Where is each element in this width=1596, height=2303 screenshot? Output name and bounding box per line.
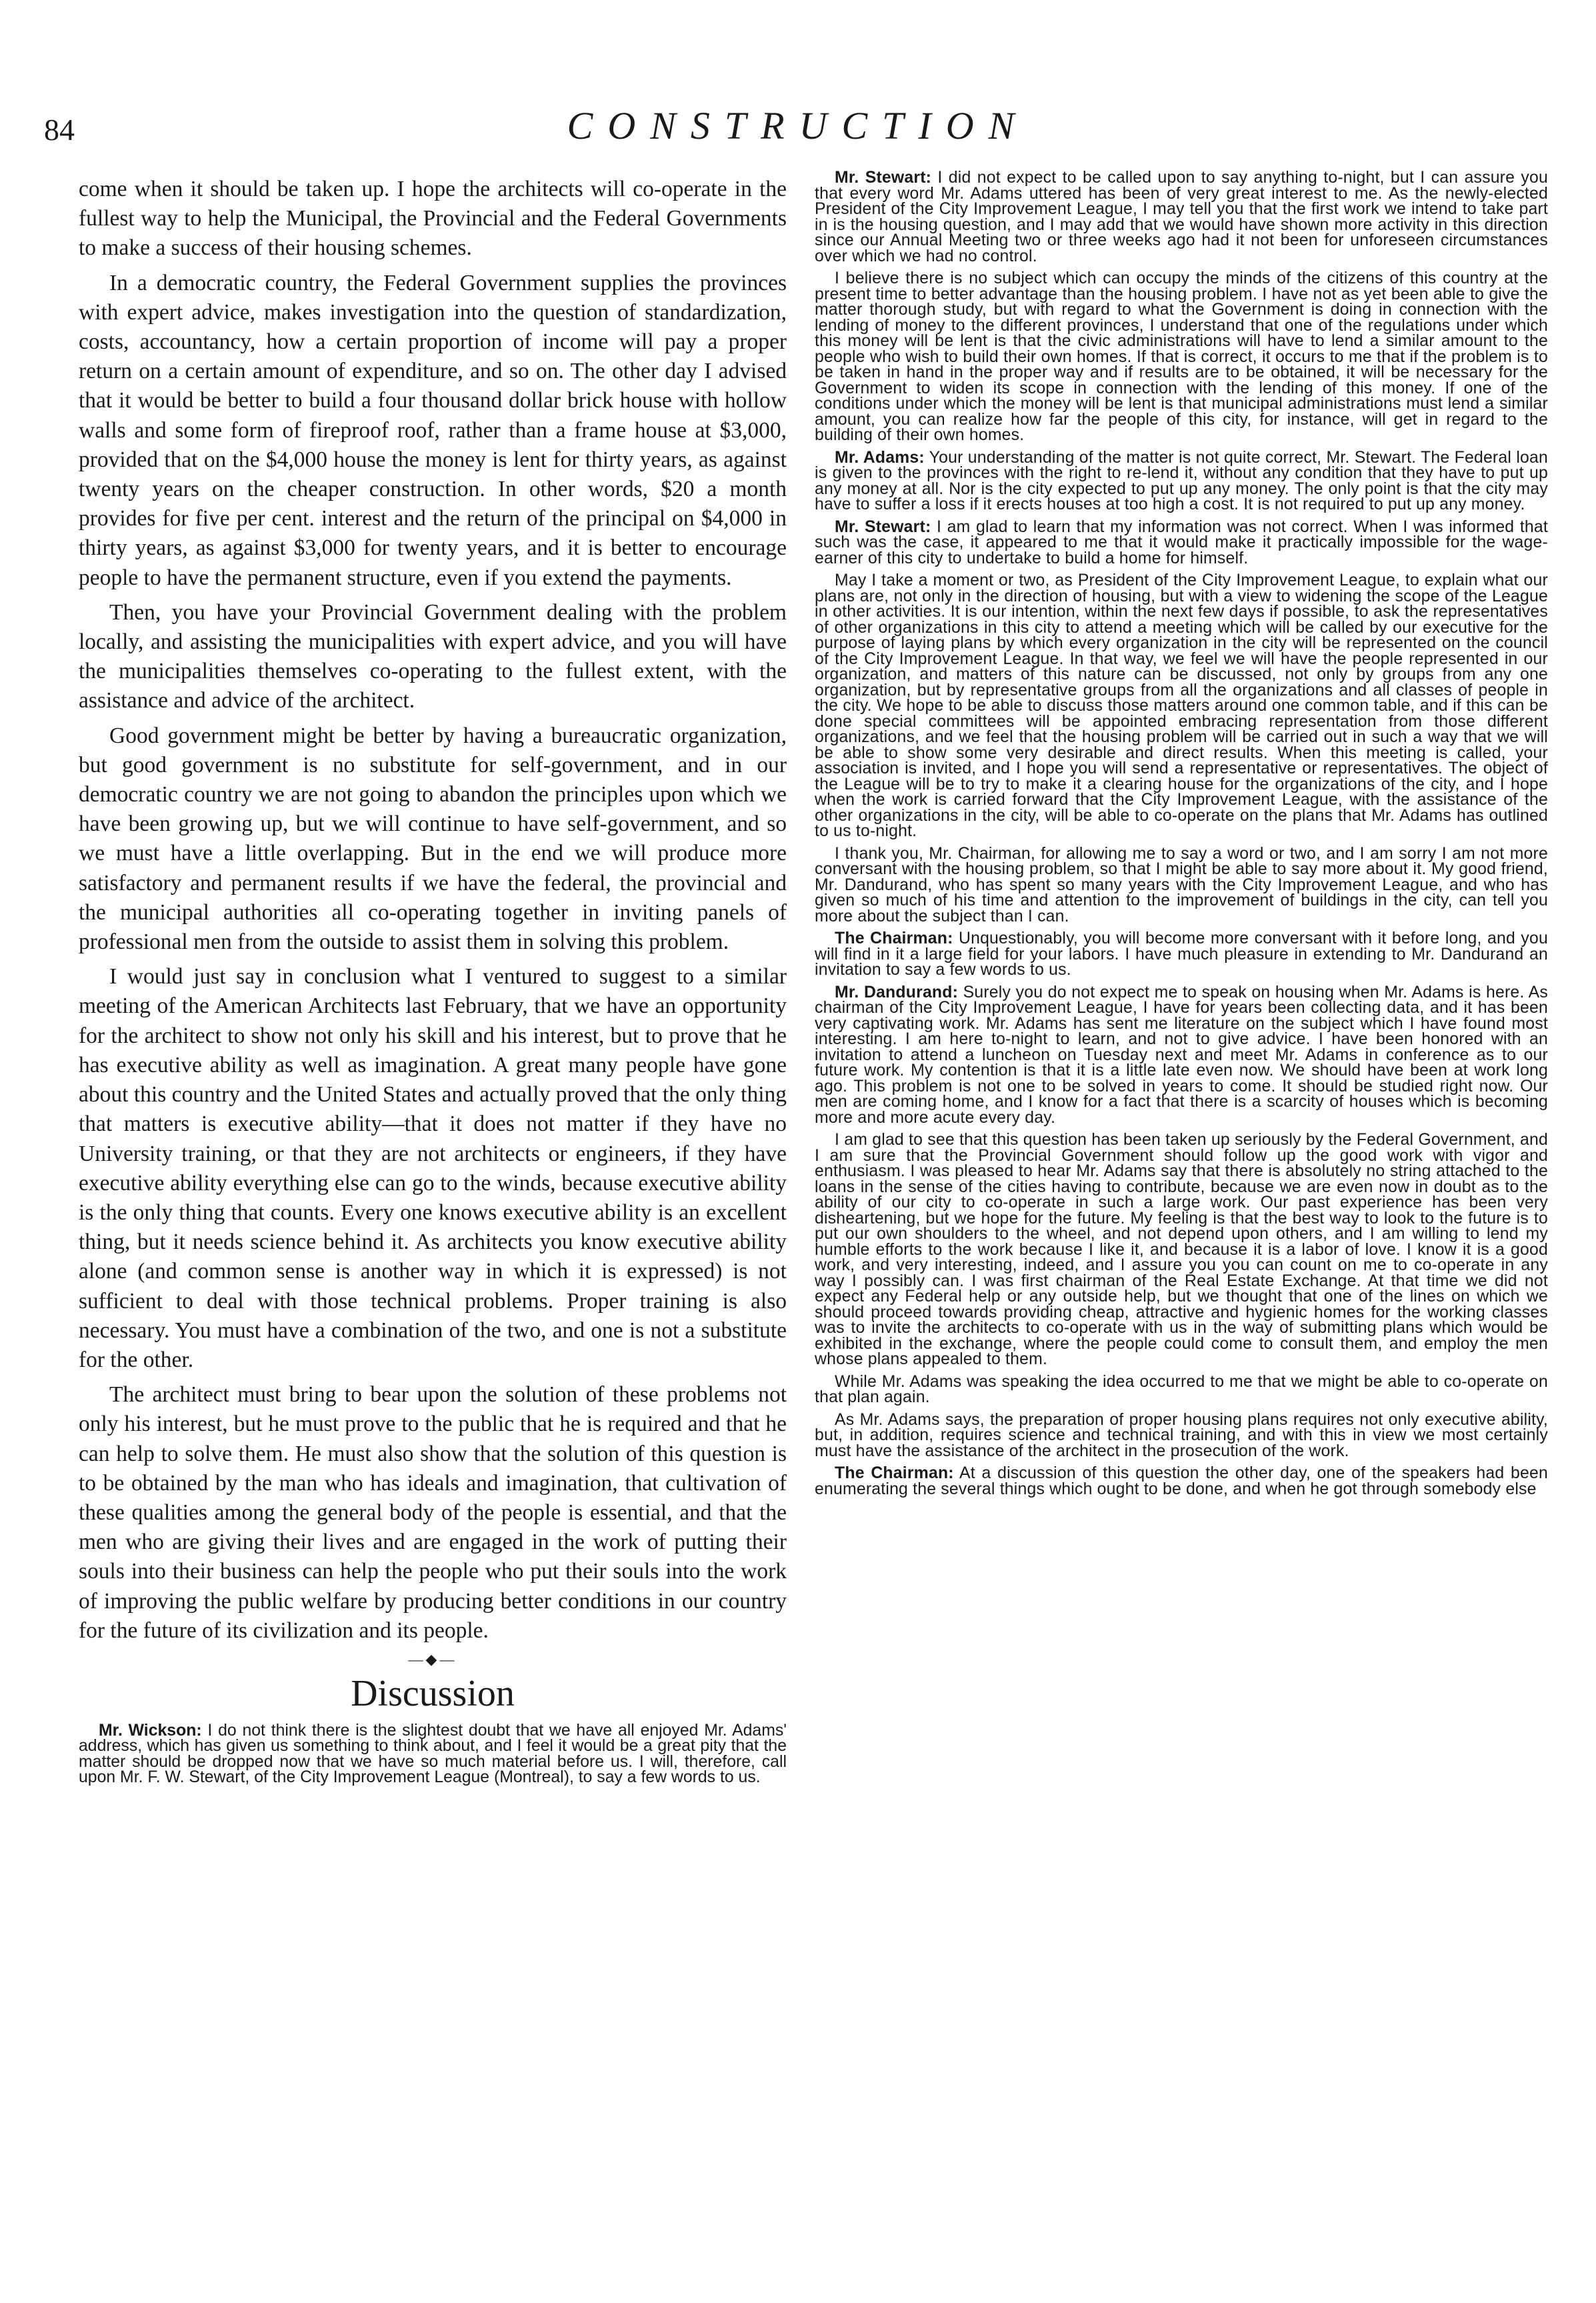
speech-text: I thank you, Mr. Chairman, for allowing me to say a word or two, and I am sorry I am not more conversant with the housing problem, so that I might be able to say more about it. My good friend, Mr. Dandurand, who has spent so many years with the City Improvement League, and who has given so much of his time and attention to the improvement of buildings in the city, can tell you more about the subject than I can.: [815, 844, 1548, 925]
speech-text: While Mr. Adams was speaking the idea occurred to me that we might be able to co-operate on that plan again.: [815, 1372, 1548, 1406]
speech-paragraph: [815, 1412, 1548, 1460]
paragraph: The architect must bring to bear upon the solution of these problems not only his interest, but he must prove to the public that he is required and that he can help to solve them. He must also show that the solution of this question is to be obtained by the man who has ideals and imagination, that cultivation of these qualities among the general body of the people is essential, and that the men who are giving their lives and are engaged in the work of putting their souls into their business can help the people who put their souls into the work of improving the public welfare by producing better conditions in our country for the future of its civilization and its people.: [79, 1382, 787, 1643]
speaker-name: The Chairman:: [835, 1464, 954, 1482]
section-ornament: —◆—: [408, 1650, 457, 1668]
paragraph: In a democratic country, the Federal Government supplies the provinces with expert advice, makes investigation into the question of standardization, costs, accountancy, how a certain proportion of income will pay a proper return on a certain amount of expenditure, and so on. The other day I advised that it would be better to build a four thousand dollar brick house with hollow walls and some form of fireproof roof, rather than a frame house at $3,000, provided that on the $4,000 house the money is lent for thirty years, as against twenty years on the cheaper construction. In other words, $20 a month provides for five per cent. interest and the return of the principal on $4,000 in thirty years, as against $3,000 for twenty years, and it is better to encourage people to have the permanent structure, even if you extend the payments.: [79, 270, 787, 590]
speaker-name: Mr. Stewart:: [835, 169, 932, 187]
speech-text: I believe there is no subject which can occupy the minds of the citizens of this country at the present time to better advantage than the housing problem. I have not as yet been able to give the matter thorough study, but with regard to what the Government is doing in connection with the lending of money to the different provinces, I understand that one of the regulations under which this money will be lent is that the civic administrations will have to lend a similar amount to the people who wish to build their own homes. If that is correct, it occurs to me that if the problem is to be taken in hand in the proper way and if results are to be obtained, it will be necessary for the Government to widen its scope in connection with the lending of this money. If one of the conditions under which the money will be lent is that municipal administrations must lend a similar amount, you can realize how far the people of this city, for instance, will get in regard to the building of their own homes.: [815, 269, 1548, 444]
speech-paragraph: [815, 170, 1548, 264]
speech-text: Your understanding of the matter is not quite correct, Mr. Stewart. The Federal loan is given to the provinces with the right to re-lend it, without any condition that they have to put up any money at all. Nor is the city expected to put up any money. The only point is that the city may have to suffer a loss if it erects houses at too high a cost. It is not required to put up any money.: [815, 448, 1548, 513]
speech-paragraph: [815, 931, 1548, 978]
speech-paragraph: [815, 1374, 1548, 1406]
speech-text: I am glad to learn that my information was not correct. When I was informed that such was the case, it appeared to me that it would make it practically impossible for the wage-earner of this city to undertake to build a home for himself.: [815, 517, 1548, 567]
journal-title: CONSTRUCTION: [567, 104, 1029, 147]
page-number: 84: [44, 113, 75, 147]
speaker-name: Mr. Wickson:: [99, 1721, 202, 1740]
speech-paragraph: [815, 985, 1548, 1126]
speaker-name: The Chairman:: [835, 929, 953, 947]
speaker-name: Mr. Stewart:: [835, 517, 931, 536]
paragraph: Good government might be better by having a bureaucratic organization, but good government is no substitute for self-government, and in our democratic country we are not going to abandon the principles upon which we have been growing up, but we will continue to have self-government, and so we must have a little overlapping. But in the end we will produce more satisfactory and permanent results if we have the federal, the provincial and the municipal authorities all co-operating together in inviting panels of professional men from the outside to assist them in solving this problem.: [79, 723, 787, 955]
speech-paragraph: [815, 450, 1548, 513]
speech-paragraph: [815, 271, 1548, 443]
paragraph: Then, you have your Provincial Government dealing with the problem locally, and assisting the municipalities with expert advice, and you will have the municipalities themselves co-operating to the fullest extent, with the assistance and advice of the architect.: [79, 599, 787, 713]
speech-text: Unquestionably, you will become more conversant with it before long, and you will find in it a large field for your labors. I have much pleasure in extending to Mr. Dandurand an invitation to say a few words to us.: [815, 929, 1548, 979]
speech-paragraph: [815, 1132, 1548, 1368]
speech-paragraph: [815, 1466, 1548, 1497]
speaker-name: Mr. Adams:: [835, 448, 925, 467]
discussion-paragraph: [79, 1723, 787, 1786]
speech-paragraph: [815, 519, 1548, 567]
paragraph: come when it should be taken up. I hope the architects will co-operate in the fullest way to help the Municipal, the Provincial and the Federal Governments to make a success of their housing schemes.: [79, 177, 787, 261]
speech-text: Surely you do not expect me to speak on housing when Mr. Adams is here. As chairman of the City Improvement League, I have for years been collecting data, and it has been very captivating work. Mr. Adams has sent me literature on the subject which I have found most interesting. I am here to-night to learn, and not to give advice. I have been honored with an invitation to attend a luncheon on Tuesday next and meet Mr. Adams in conference as to our future work. My contention is that it is a little late even now. We should have been at work long ago. This problem is not one to be solved in years to come. It should be studied right now. Our men are coming home, and I know for a fact that there is a scarcity of houses which is becoming more and more acute every day.: [815, 983, 1548, 1127]
left-column: [79, 175, 787, 1786]
right-column: [815, 170, 1548, 1504]
speech-text: I do not think there is the slightest doubt that we have all enjoyed Mr. Adams' address, which has given us something to think about, and I feel it would be a great pity that the matter should be dropped now that we have so much material before us. I will, therefore, call upon Mr. F. W. Stewart, of the City Improvement League (Montreal), to say a few words to us.: [79, 1721, 787, 1787]
speech-text: I am glad to see that this question has been taken up seriously by the Federal Government, and I am sure that the Provincial Government should follow up the good work with vigor and enthusiasm. I was pleased to hear Mr. Adams say that there is absolutely no string attached to the loans in the sense of the cities having to contribute, because we are even now in doubt as to the ability of our city to co-operate in such a large work. Our past experience has been very disheartening, but we hope for the future. My feeling is that the best way to look to the future is to put our own shoulders to the wheel, and not depend upon others, and I am willing to lend my humble efforts to the work because I like it, and because it is a labor of love. I know it is a good work, and very interesting, indeed, and I assure you you can count on me to co-operate in any way I possibly can. I was first chairman of the Real Estate Exchange. At that time we did not expect any Federal help or any outside help, but we thought that one of the lines on which we should proceed towards providing cheap, attractive and hygienic homes for the working classes was to invite the architects to co-operate with us in the way of submitting plans which would be exhibited in the exchange, where the people could come to consult them, and employ the men whose plans appealed to them.: [815, 1131, 1548, 1368]
speech-text: As Mr. Adams says, the preparation of proper housing plans requires not only executive ability, but, in addition, requires science and technical training, and with this in view we most certainly must have the assistance of the architect in the prosecution of the work.: [815, 1410, 1548, 1460]
speech-text: At a discussion of this question the other day, one of the speakers had been enumerating the several things which ought to be done, and when he got through somebody else: [815, 1464, 1548, 1498]
discussion-heading: Discussion: [351, 1672, 515, 1714]
speech-text: I did not expect to be called upon to say anything to-night, but I can assure you that every word Mr. Adams uttered has been of very great interest to me. As the newly-elected President of the City Improvement League, I may tell you that the first work we intend to take part in is the housing question, and I may add that we would have shown more activity in this direction since our Annual Meeting two or three weeks ago had it not been for unforeseen circumstances over which we had no control.: [815, 169, 1548, 265]
speaker-name: Mr. Dandurand:: [835, 983, 959, 1001]
speech-text: May I take a moment or two, as President of the City Improvement League, to explain what our plans are, not only in the direction of housing, but with a view to widening the scope of the League in other activities. It is our intention, within the next few days if possible, to ask the representatives of other organizations in this city to attend a meeting which will be called by our executive for the purpose of laying plans by which every organization in the city will be represented on the council of the City Improvement League. In that way, we feel we will have the people represented in our organization, and matters of this nature can be discussed, not only by groups from any one organization, but by representative groups from all the organizations and all classes of people in the city. We hope to be able to discuss those matters around one common table, and if this can be done special committees will be appointed embracing representation from those different organizations, and we feel that the housing problem will be carried out in such a way that we will be able to show some very desirable and direct results. When this meeting is called, your association is invited, and I hope you will send a representative or representatives. The object of the League will be to try to make it a clearing house for the organizations of the city, and I hope when the work is carried forward that the City Improvement League, with the assistance of the other organizations in the city, will be able to co-operate on the plans that Mr. Adams has outlined to us to-night.: [815, 571, 1548, 840]
page-header: [0, 0, 1596, 153]
paragraph: I would just say in conclusion what I ventured to suggest to a similar meeting of the American Architects last February, that we have an opportunity for the architect to show not only his skill and his interest, but to prove that he has executive ability as well as imagination. A great many people have gone about this country and the United States and actually proved that the only thing that matters is executive ability—that it does not matter if they have no University training, or that they are not architects or engineers, if they have executive ability everything else can go to the winds, because executive ability is the only thing that counts. Every one knows executive ability is an excellent thing, but it needs science behind it. As architects you know executive ability alone (and common sense is another way in which it is expressed) is not sufficient to deal with those technical problems. Proper training is also necessary. You must have a combination of the two, and one is not a substitute for the other.: [79, 964, 787, 1372]
speech-paragraph: [815, 846, 1548, 925]
speech-paragraph: [815, 573, 1548, 839]
